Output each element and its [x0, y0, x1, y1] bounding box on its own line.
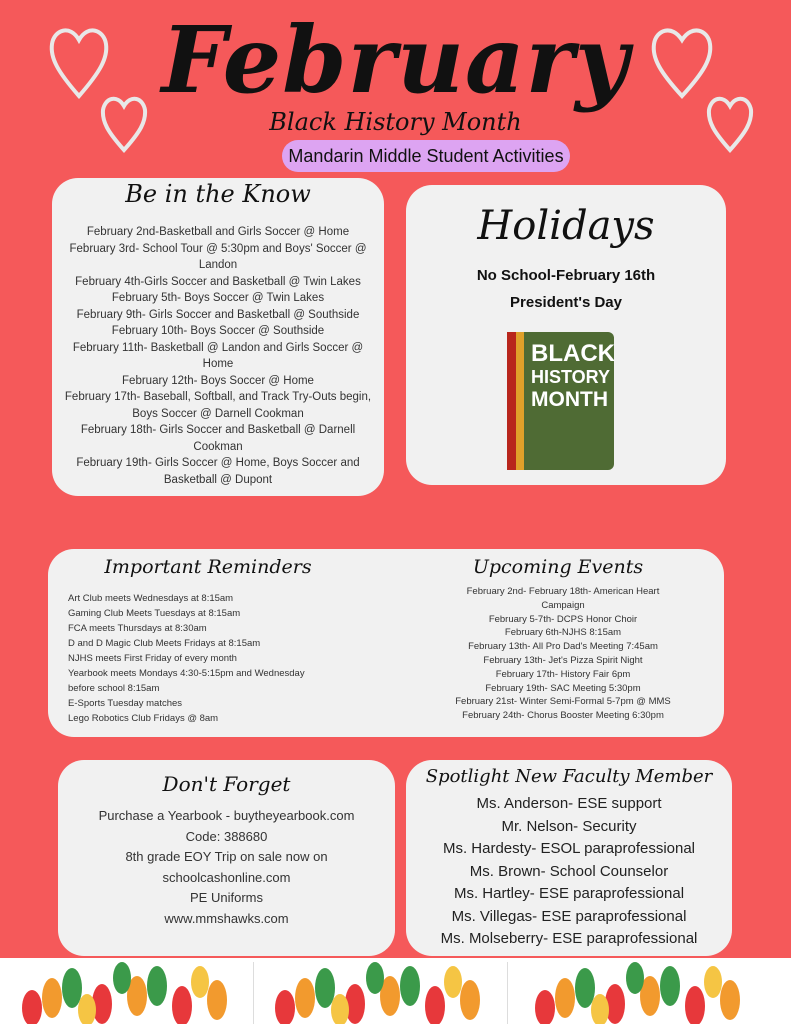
strip-divider — [507, 962, 508, 1024]
list-item: Gaming Club Meets Tuesdays at 8:15am — [68, 608, 241, 619]
hands-icon — [12, 958, 242, 1024]
page-title: February — [161, 6, 630, 114]
list-item: Ms. Hardesty- ESOL paraprofessional — [442, 840, 696, 857]
list-item: February 13th- Jet's Pizza Spirit Night — [483, 654, 643, 666]
dont-forget-card — [58, 760, 395, 956]
holiday-date: No School-February 16th — [476, 267, 656, 284]
list-item: Ms. Anderson- ESE support — [476, 795, 662, 812]
be-in-the-know-title: Be in the Know — [125, 180, 311, 208]
list-item: Yearbook meets Mondays 4:30-5:15pm and Wednesday — [68, 668, 305, 679]
list-item: February 17th- Baseball, Softball, and Track Try-Outs begin, Boys Soccer @ Darnell Cookman — [64, 391, 372, 420]
spotlight-list — [406, 793, 732, 951]
list-item: D and D Magic Club Meets Fridays at 8:15am — [68, 638, 261, 649]
list-item: February 9th- Girls Soccer and Basketball @ Southside — [76, 308, 360, 321]
reminders-list — [68, 591, 358, 726]
list-item: Ms. Molseberry- ESE paraprofessional — [440, 930, 698, 947]
strip-divider — [253, 962, 254, 1024]
list-item: before school 8:15am — [68, 683, 160, 694]
reminders-events-card — [48, 549, 724, 737]
list-item: February 3rd- School Tour @ 5:30pm and Boys' Soccer @ Landon — [69, 242, 367, 271]
holiday-name: President's Day — [510, 294, 622, 311]
list-item: February 24th- Chorus Booster Meeting 6:30pm — [462, 710, 664, 722]
list-item: February 5th- Boys Soccer @ Twin Lakes — [111, 292, 325, 304]
list-item: Mr. Nelson- Security — [501, 817, 637, 835]
spotlight-card — [406, 760, 732, 956]
holidays-title: Holidays — [477, 203, 655, 249]
list-item: Code: 388680 — [185, 828, 268, 844]
list-item: 8th grade EOY Trip on sale now on — [125, 849, 328, 864]
list-item: February 5-7th- DCPS Honor Choir — [488, 613, 638, 625]
hands-icon — [265, 958, 495, 1024]
list-item: February 10th- Boys Soccer @ Southside — [111, 325, 325, 337]
spotlight-title: Spotlight New Faculty Member — [425, 766, 713, 787]
list-item: Art Club meets Wednesdays at 8:15am — [68, 593, 234, 604]
list-item: February 2nd-Basketball and Girls Soccer @ Home — [86, 226, 350, 238]
list-item: February 4th-Girls Soccer and Basketball @ Twin Lakes — [75, 275, 361, 288]
list-item: February 12th- Boys Soccer @ Home — [122, 374, 314, 387]
hands-icon — [525, 958, 755, 1024]
hands-decoration — [0, 958, 791, 1024]
list-item: February 17th- History Fair 6pm — [495, 668, 631, 680]
list-item: NJHS meets First Friday of every month — [68, 653, 237, 664]
dont-forget-list — [58, 806, 395, 929]
list-item: February 6th-NJHS 8:15am — [504, 627, 622, 639]
upcoming-events-title: Upcoming Events — [472, 556, 644, 578]
be-in-the-know-card — [52, 178, 384, 496]
list-item: www.mmshawks.com — [164, 910, 289, 926]
dont-forget-title: Don't Forget — [162, 772, 291, 796]
know-list — [52, 208, 384, 488]
list-item: February 19th- SAC Meeting 5:30pm — [485, 682, 641, 694]
list-item: February 13th- All Pro Dad's Meeting 7:45am — [468, 641, 658, 653]
list-item: February 21st- Winter Semi-Formal 5-7pm @ MMS — [455, 696, 671, 708]
list-item: February 2nd- February 18th- American Heart Campaign — [466, 586, 660, 611]
list-item: Ms. Brown- School Counselor — [469, 862, 669, 880]
list-item: E-Sports Tuesday matches — [68, 698, 183, 709]
events-list — [448, 585, 678, 723]
important-reminders-title: Important Reminders — [104, 556, 312, 578]
list-item: schoolcashonline.com — [162, 869, 291, 885]
list-item: Ms. Hartley- ESE paraprofessional — [453, 885, 685, 902]
black-history-month-book-image — [507, 332, 614, 470]
list-item: PE Uniforms — [190, 890, 263, 905]
page-subtitle: Black History Month — [269, 108, 522, 136]
list-item: Lego Robotics Club Fridays @ 8am — [68, 713, 219, 724]
book-cover-text: BLACK HISTORY MONTH — [531, 340, 615, 411]
list-item: FCA meets Thursdays at 8:30am — [68, 623, 207, 634]
list-item: Purchase a Yearbook - buytheyearbook.com — [98, 808, 355, 823]
list-item: February 11th- Basketball @ Landon and Girls Soccer @ Home — [72, 341, 364, 370]
list-item: February 18th- Girls Soccer and Basketball @ Darnell Cookman — [80, 424, 356, 453]
school-activities-badge: Mandarin Middle Student Activities — [282, 140, 570, 172]
list-item: Ms. Villegas- ESE paraprofessional — [451, 907, 687, 925]
list-item: February 19th- Girls Soccer @ Home, Boys Soccer and Basketball @ Dupont — [76, 457, 360, 486]
